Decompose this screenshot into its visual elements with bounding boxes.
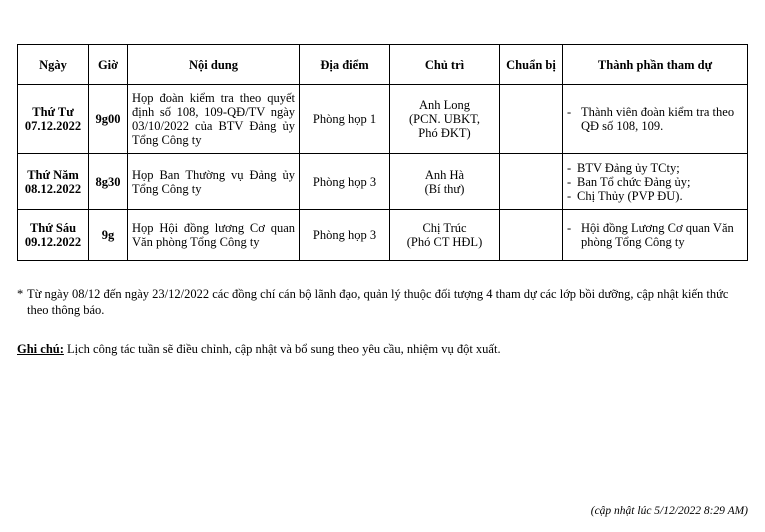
member-item: - BTV Đảng ủy TCty; bbox=[567, 160, 680, 175]
time-cell: 9g00 bbox=[89, 85, 128, 154]
host-cell bbox=[390, 210, 500, 261]
time-cell: 8g30 bbox=[89, 154, 128, 210]
time-cell: 9g bbox=[89, 210, 128, 261]
prep-cell bbox=[500, 85, 563, 154]
day-name: Thứ Sáu bbox=[29, 221, 77, 235]
day-cell bbox=[18, 210, 89, 261]
members-cell bbox=[563, 154, 748, 210]
day-date: 09.12.2022 bbox=[24, 235, 82, 249]
place-cell: Phòng họp 3 bbox=[300, 154, 390, 210]
prep-cell bbox=[500, 154, 563, 210]
table-row bbox=[18, 154, 748, 210]
note-label: Ghi chú: bbox=[17, 342, 64, 356]
host-cell bbox=[390, 154, 500, 210]
header-prep: Chuẩn bị bbox=[500, 45, 563, 85]
header-place: Địa điểm bbox=[300, 45, 390, 85]
table-row bbox=[18, 85, 748, 154]
day-cell bbox=[18, 154, 89, 210]
content-cell: Họp Hội đồng lương Cơ quan Văn phòng Tổng Công ty bbox=[128, 210, 300, 261]
note-text: Lịch công tác tuần sẽ điều chỉnh, cập nhật và bổ sung theo yêu cầu, nhiệm vụ đột xuất. bbox=[63, 342, 501, 356]
host-line: (Bí thư) bbox=[424, 181, 465, 196]
training-note bbox=[17, 286, 742, 318]
member-item: - Thành viên đoàn kiểm tra theo QĐ số 108, 109. bbox=[567, 105, 735, 133]
general-note bbox=[17, 342, 501, 357]
note-asterisk: * bbox=[17, 287, 24, 301]
schedule-table bbox=[17, 44, 748, 261]
member-item: - Hội đồng Lương Cơ quan Văn phòng Tổng Công ty bbox=[567, 221, 734, 249]
host-line: Chị Trúc bbox=[422, 221, 467, 235]
table-row bbox=[18, 210, 748, 261]
prep-cell bbox=[500, 210, 563, 261]
day-date: 07.12.2022 bbox=[24, 119, 82, 133]
member-item: - Ban Tổ chức Đảng ủy; bbox=[567, 174, 691, 189]
host-line: Anh Long bbox=[418, 98, 471, 112]
header-time: Giờ bbox=[89, 45, 128, 85]
header-members: Thành phần tham dự bbox=[563, 45, 748, 85]
member-item: - Chị Thủy (PVP ĐU). bbox=[567, 188, 683, 203]
training-note-text: Từ ngày 08/12 đến ngày 23/12/2022 các đồng chí cán bộ lãnh đạo, quản lý thuộc đối tượng 4 tham dự các lớp bồi dưỡng, cập nhật kiến thức theo thông báo. bbox=[27, 287, 729, 317]
updated-timestamp: (cập nhật lúc 5/12/2022 8:29 AM) bbox=[590, 505, 748, 517]
members-cell bbox=[563, 85, 748, 154]
table-header-row bbox=[18, 45, 748, 85]
content-cell: Họp đoàn kiểm tra theo quyết định số 108, 109-QĐ/TV ngày 03/10/2022 của BTV Đảng ủy Tổng Công ty bbox=[128, 85, 300, 154]
header-host: Chủ trì bbox=[390, 45, 500, 85]
header-day: Ngày bbox=[18, 45, 89, 85]
day-name: Thứ Tư bbox=[32, 105, 74, 119]
header-content: Nội dung bbox=[128, 45, 300, 85]
members-cell bbox=[563, 210, 748, 261]
day-cell bbox=[18, 85, 89, 154]
host-line: Phó ĐKT) bbox=[418, 126, 471, 140]
day-name: Thứ Năm bbox=[27, 167, 79, 182]
host-line: (Phó CT HĐL) bbox=[406, 235, 483, 249]
host-line: (PCN. UBKT, bbox=[409, 112, 480, 126]
host-line: Anh Hà bbox=[424, 167, 465, 182]
place-cell: Phòng họp 1 bbox=[300, 85, 390, 154]
day-date: 08.12.2022 bbox=[24, 181, 82, 196]
place-cell: Phòng họp 3 bbox=[300, 210, 390, 261]
host-cell bbox=[390, 85, 500, 154]
content-cell: Họp Ban Thường vụ Đảng ủy Tổng Công ty bbox=[128, 154, 300, 210]
